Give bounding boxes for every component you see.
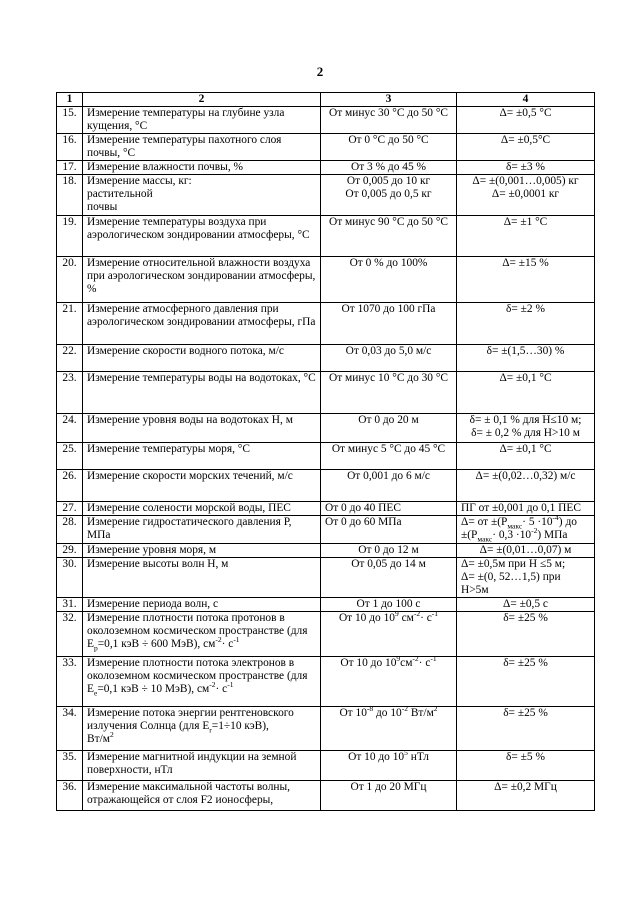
measurement-range: От минус 90 °С до 50 °С	[321, 216, 457, 257]
row-number: 33.	[57, 657, 83, 707]
measurement-name-line: Измерение массы, кг:	[87, 175, 192, 187]
measurement-name: Измерение магнитной индукции на земной поверхности, нТл	[83, 751, 321, 781]
table-row	[57, 303, 595, 345]
measurement-accuracy-line: Δ= ±0,5м при Н ≤5 м;	[461, 558, 566, 570]
measurement-name: Измерение потока энергии рентгеновского излучения Солнца (для $Е_r=1\div 10$ кэВ), $Вт/м^2$	[83, 707, 321, 751]
measurement-range: От 0 до 12 м	[321, 544, 457, 558]
table-header-row	[57, 93, 595, 107]
row-number: 22.	[57, 345, 83, 372]
table-row	[57, 598, 595, 612]
measurement-name: Измерение температуры пахотного слоя почвы, °С	[83, 134, 321, 161]
measurement-range: От 0 до 20 м	[321, 414, 457, 443]
row-number: 15.	[57, 107, 83, 134]
table-row	[57, 216, 595, 257]
column-header: 3	[321, 93, 457, 107]
table-row	[57, 161, 595, 175]
measurement-accuracy: Δ= ±0,1 °С	[457, 372, 595, 414]
measurement-range: От 0,001 до 6 м/с	[321, 470, 457, 502]
measurement-range: От минус 5 °С до 45 °С	[321, 443, 457, 470]
row-number: 35.	[57, 751, 83, 781]
row-number: 29.	[57, 544, 83, 558]
measurement-name-line: почвы	[87, 201, 118, 213]
measurement-range: От минус 10 °С до 30 °С	[321, 372, 457, 414]
table-row	[57, 558, 595, 598]
measurement-range: От 0 до 60 МПа	[321, 516, 457, 544]
row-number: 21.	[57, 303, 83, 345]
measurement-accuracy: Δ= ±0,5°С	[457, 134, 595, 161]
row-number: 36.	[57, 781, 83, 811]
measurement-accuracy: δ= ±2 %	[457, 303, 595, 345]
row-number: 16.	[57, 134, 83, 161]
measurement-accuracy: ПГ от ±0,001 до 0,1 ПЕС	[457, 502, 595, 516]
row-number: 31.	[57, 598, 83, 612]
measurement-name: Измерение уровня воды на водотоках Н, м	[83, 414, 321, 443]
measurement-name: Измерение температуры воды на водотоках, °С	[83, 372, 321, 414]
measurement-range: От $10^{-8}$ до $10^{-2}$ $Вт/м^2$	[321, 707, 457, 751]
measurement-range-line: От 0,005 до 10 кг	[346, 175, 431, 187]
measurement-accuracy: Δ= ±(0,02…0,32) м/с	[457, 470, 595, 502]
measurement-accuracy	[457, 513, 595, 544]
row-number: 20.	[57, 257, 83, 303]
measurement-range: От 0 °С до 50 °С	[321, 134, 457, 161]
measurement-accuracy	[457, 175, 595, 216]
measurement-accuracy-line: Δ= ±(0,001…0,005) кг	[472, 175, 579, 187]
measurement-name: Измерение температуры на глубине узла кущения, °С	[83, 107, 321, 134]
measurement-accuracy-line: Δ= ±(0, 52…1,5) при Н>5м	[461, 571, 561, 596]
measurements-table	[56, 92, 595, 811]
measurement-range: От 0,03 до 5,0 м/с	[321, 345, 457, 372]
table-row	[57, 612, 595, 657]
measurement-name: Измерение максимальной частоты волны, отражающейся от слоя F2 ионосферы,	[83, 781, 321, 811]
measurement-range: От минус 30 °С до 50 °С	[321, 107, 457, 134]
measurement-accuracy-line: $\pm(Р_{макс}\cdot 0,3 \cdot 10^{-2})$ МПа	[461, 526, 568, 544]
table-row	[57, 516, 595, 544]
measurement-accuracy: δ= ±25 %	[457, 612, 595, 657]
table-row	[57, 345, 595, 372]
row-number: 24.	[57, 414, 83, 443]
measurement-accuracy: δ= ±3 %	[457, 161, 595, 175]
column-header: 4	[457, 93, 595, 107]
measurement-accuracy: Δ= ±15 %	[457, 257, 595, 303]
table-row	[57, 372, 595, 414]
table-row	[57, 470, 595, 502]
table-row	[57, 414, 595, 443]
measurement-accuracy-line: δ= ± 0,2 % для Н>10 м	[471, 427, 580, 439]
row-number: 23.	[57, 372, 83, 414]
measurement-name: Измерение относительной влажности воздуха при аэрологическом зондировании атмосферы, %	[83, 257, 321, 303]
measurement-accuracy: δ= ±5 %	[457, 751, 595, 781]
measurement-range: От 3 % до 45 %	[321, 161, 457, 175]
table-row	[57, 657, 595, 707]
table-row	[57, 502, 595, 516]
measurement-accuracy: Δ= ±0,1 °С	[457, 443, 595, 470]
table-row	[57, 751, 595, 781]
column-header: 1	[57, 93, 83, 107]
measurement-accuracy-line: Δ= от $\pm(Р_{макс}\cdot 5 \cdot 10^{-4})$ до	[461, 513, 577, 531]
measurement-accuracy-line: Δ= ±0,0001 кг	[491, 188, 560, 200]
measurement-range: От 0,05 до 14 м	[321, 558, 457, 598]
table-row	[57, 544, 595, 558]
page-number: 2	[316, 64, 324, 79]
measurement-name: Измерение плотности потока электронов в околоземном космическом пространстве (для $Е_е=0,1$ кэВ ÷ 10 МэВ), $см^{-2}\cdot с^{-1}$	[83, 657, 321, 707]
measurement-range: От 10 до $10^5$ нТл	[321, 751, 457, 781]
measurement-name: Измерение скорости водного потока, м/с	[83, 345, 321, 372]
measurement-name	[83, 175, 321, 216]
measurement-name-line: растительной	[87, 188, 153, 200]
table-row	[57, 257, 595, 303]
measurement-range	[321, 175, 457, 216]
measurement-accuracy: Δ= ±(0,01…0,07) м	[457, 544, 595, 558]
table-row	[57, 707, 595, 751]
measurement-name: Измерение высоты волн Н, м	[83, 558, 321, 598]
measurement-range: От 1 до 20 МГц	[321, 781, 457, 811]
measurement-accuracy	[457, 558, 595, 598]
measurement-name: Измерение температуры моря, °С	[83, 443, 321, 470]
row-number: 34.	[57, 707, 83, 751]
measurement-name: Измерение гидростатического давления Р, МПа	[83, 516, 321, 544]
measurement-range: От 10 до $10^9$ $см^{-2}\cdot с^{-1}$	[321, 612, 457, 657]
table-row	[57, 134, 595, 161]
row-number: 30.	[57, 558, 83, 598]
measurement-range: От 1 до 100 с	[321, 598, 457, 612]
measurement-name: Измерение солености морской воды, ПЕС	[83, 502, 321, 516]
measurement-accuracy-line: δ= ± 0,1 % для Н≤10 м;	[469, 414, 582, 426]
table-row	[57, 107, 595, 134]
table-row	[57, 443, 595, 470]
row-number: 18.	[57, 175, 83, 216]
measurement-range: От 1070 до 100 гПа	[321, 303, 457, 345]
measurement-range: От 0 до 40 ПЕС	[321, 502, 457, 516]
measurement-accuracy: Δ= ±0,2 МГц	[457, 781, 595, 811]
measurement-name: Измерение атмосферного давления при аэрологическом зондировании атмосферы, гПа	[83, 303, 321, 345]
row-number: 26.	[57, 470, 83, 502]
row-number: 25.	[57, 443, 83, 470]
measurement-name: Измерение плотности потока протонов в околоземном космическом пространстве (для $Е_р=0,1$ кэВ ÷ 600 МэВ), $см^{-2}\cdot с^{-1}$	[83, 612, 321, 657]
measurement-accuracy: δ= ±25 %	[457, 707, 595, 751]
measurement-accuracy: δ= ±(1,5…30) %	[457, 345, 595, 372]
row-number: 32.	[57, 612, 83, 657]
measurement-name: Измерение температуры воздуха при аэрологическом зондировании атмосферы, °С	[83, 216, 321, 257]
row-number: 27.	[57, 502, 83, 516]
measurement-accuracy: Δ= ±0,5 с	[457, 598, 595, 612]
row-number: 19.	[57, 216, 83, 257]
measurement-name: Измерение влажности почвы, %	[83, 161, 321, 175]
measurement-accuracy	[457, 414, 595, 443]
table-row	[57, 781, 595, 811]
measurement-name: Измерение скорости морских течений, м/с	[83, 470, 321, 502]
measurement-accuracy: Δ= ±1 °С	[457, 216, 595, 257]
measurement-name: Измерение уровня моря, м	[83, 544, 321, 558]
measurement-accuracy: Δ= ±0,5 °С	[457, 107, 595, 134]
measurement-range: От 10 до $10^9см^{-2}\cdot с^{-1}$	[321, 657, 457, 707]
measurement-accuracy: δ= ±25 %	[457, 657, 595, 707]
measurement-range: От 0 % до 100%	[321, 257, 457, 303]
column-header: 2	[83, 93, 321, 107]
row-number: 28.	[57, 516, 83, 544]
measurement-name: Измерение периода волн, с	[83, 598, 321, 612]
table-row	[57, 175, 595, 216]
row-number: 17.	[57, 161, 83, 175]
measurement-range-line: От 0,005 до 0,5 кг	[345, 188, 432, 200]
